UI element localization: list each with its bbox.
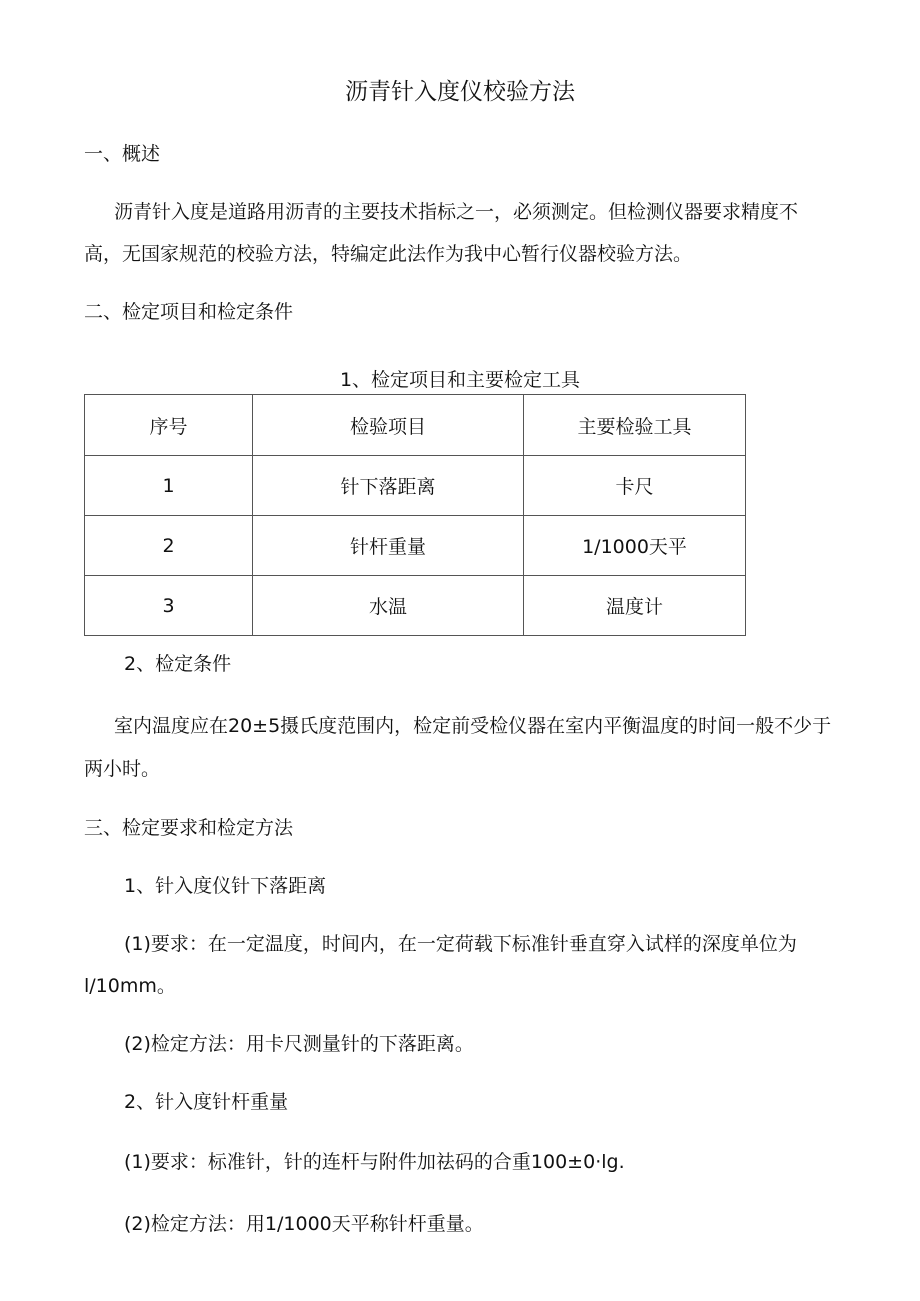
conditions-line-2: 两小时。 xyxy=(84,758,161,780)
section-2-heading: 二、检定项目和检定条件 xyxy=(84,301,294,323)
table-cell: 卡尺 xyxy=(524,456,746,516)
overview-paragraph-line-2: 高，无国家规范的校验方法，特编定此法作为我中心暂行仪器校验方法。 xyxy=(84,243,693,265)
table-header-cell: 主要检验工具 xyxy=(524,395,746,456)
table-cell: 水温 xyxy=(253,576,524,636)
overview-paragraph-line-1: 沥青针入度是道路用沥青的主要技术指标之一，必须测定。但检测仪器要求精度不 xyxy=(114,201,799,223)
item-2-method: (2)检定方法：用1/1000天平称针杆重量。 xyxy=(124,1213,484,1235)
table-cell: 1 xyxy=(85,456,253,516)
item-1-method: (2)检定方法：用卡尺测量针的下落距离。 xyxy=(124,1033,474,1055)
item-1-heading: 1、针入度仪针下落距离 xyxy=(124,875,327,897)
conditions-line-1: 室内温度应在20±5摄氏度范围内，检定前受检仪器在室内平衡温度的时间一般不少于 xyxy=(114,715,832,737)
table-cell: 2 xyxy=(85,516,253,576)
table-header-cell: 序号 xyxy=(85,395,253,456)
table-row xyxy=(85,456,746,516)
table-row xyxy=(85,516,746,576)
inspection-items-table xyxy=(84,394,746,636)
table-cell: 温度计 xyxy=(524,576,746,636)
table-header-row xyxy=(85,395,746,456)
item-1-requirement-line-1: (1)要求：在一定温度，时间内，在一定荷载下标准针垂直穿入试样的深度单位为 xyxy=(124,933,797,955)
section-3-heading: 三、检定要求和检定方法 xyxy=(84,817,294,839)
table-cell: 3 xyxy=(85,576,253,636)
item-1-requirement-line-2: l/10mm。 xyxy=(84,975,176,997)
section-1-heading: 一、概述 xyxy=(84,143,161,165)
table-caption: 1、检定项目和主要检定工具 xyxy=(339,369,581,391)
item-2-heading: 2、针入度针杆重量 xyxy=(124,1091,289,1113)
subsection-2-heading: 2、检定条件 xyxy=(124,653,232,675)
table-cell: 1/1000天平 xyxy=(524,516,746,576)
document-title: 沥青针入度仪校验方法 xyxy=(345,79,575,105)
table-cell: 针杆重量 xyxy=(253,516,524,576)
table-row xyxy=(85,576,746,636)
table-header-cell: 检验项目 xyxy=(253,395,524,456)
table-cell: 针下落距离 xyxy=(253,456,524,516)
item-2-requirement: (1)要求：标准针，针的连杆与附件加祛码的合重100±0·lg. xyxy=(124,1151,625,1173)
